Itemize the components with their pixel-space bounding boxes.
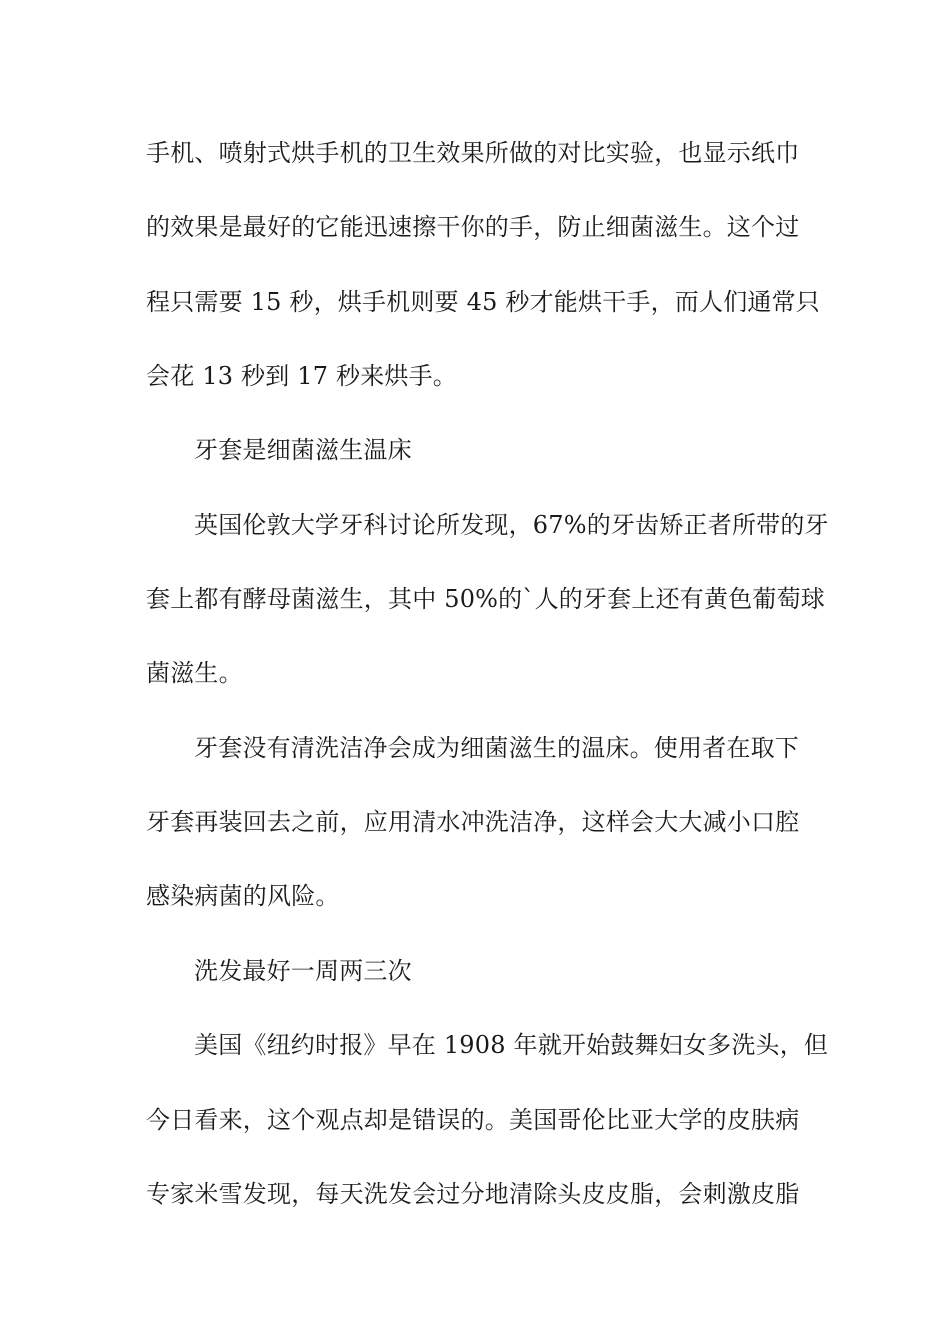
paragraph-line: 的效果是最好的它能迅速擦干你的手，防止细菌滋生。这个过 [146,213,800,241]
paragraph-line: 菌滋生。 [146,659,243,687]
paragraph-line: 程只需要 15 秒，烘手机则要 45 秒才能烘干手，而人们通常只 [146,288,820,316]
paragraph-line: 感染病菌的风险。 [146,882,340,910]
paragraph-line: 今日看来，这个观点却是错误的。美国哥伦比亚大学的皮肤病 [146,1106,800,1134]
paragraph-line: 会花 13 秒到 17 秒来烘手。 [146,362,457,390]
paragraph-line: 专家米雪发现，每天洗发会过分地清除头皮皮脂，会刺激皮脂 [146,1180,800,1208]
section-heading: 洗发最好一周两三次 [194,957,412,985]
paragraph-line: 手机、喷射式烘手机的卫生效果所做的对比实验，也显示纸巾 [146,139,800,167]
paragraph-line: 套上都有酵母菌滋生，其中 50%的`人的牙套上还有黄色葡萄球 [146,585,825,613]
paragraph-line: 美国《纽约时报》早在 1908 年就开始鼓舞妇女多洗头，但 [194,1031,829,1059]
paragraph-line: 牙套没有清洗洁净会成为细菌滋生的温床。使用者在取下 [194,734,799,762]
paragraph-line: 牙套再装回去之前，应用清水冲洗洁净，这样会大大减小口腔 [146,808,800,836]
paragraph-line: 英国伦敦大学牙科讨论所发现，67%的牙齿矫正者所带的牙 [194,511,829,539]
section-heading: 牙套是细菌滋生温床 [194,436,412,464]
